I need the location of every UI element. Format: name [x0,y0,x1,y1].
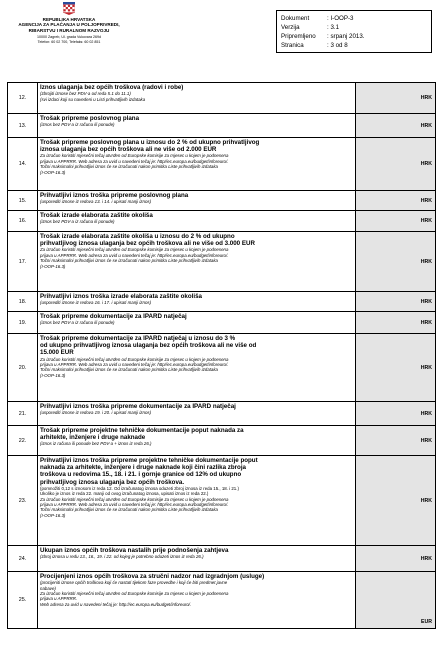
row-note-line: prijava u APPRRR. Web adresa za uvid u navedeni tečaj je: http//ec.europa.eu/budget/inforeuro/. [40,252,229,258]
currency-label: HRK [420,95,432,101]
doc-info-row [281,41,427,50]
row-number: 22. [8,426,38,455]
currency-label: HRK [420,437,432,444]
row-description [38,426,356,455]
row-note-line: nabave) [40,585,56,591]
row-note-line: prijava u APPRRR. Web adresa za uvid u navedeni tečaj je: http//ec.europa.eu/budget/inforeuro/. [40,502,229,508]
amount-input[interactable] [356,402,436,425]
table-row [8,312,436,334]
coat-of-arms-icon [63,2,75,15]
row-description [38,334,356,401]
row-title-line: Prihvatljivi iznos troška izrade elaborata zaštite okoliša [40,293,202,300]
amount-input[interactable] [356,114,436,137]
row-note-line: (svi izdaci koji su navedeni u Listi prihvatljivih izdataka [40,96,146,102]
row-title-line: Prihvatljivi iznos troška pripreme poslovnog plana [40,192,189,199]
row-title-line: Prihvatljivi iznos troška pripreme dokumentacije za IPARD natječaj [40,403,236,410]
row-title-line: prihvatljivog iznosa ulaganja bez općih troškova ali ne više od 3.000 EUR [40,240,255,248]
row-note-line: (I-OOP-16.3) [40,169,66,175]
row-number: 14. [8,138,38,190]
row-note-line: Za izračun koristiti mjesečni tečaj utvrđen od Europske komisije za mjesec u kojem je podnesena [40,356,229,362]
row-title-line: prihvatljivog iznosa ulaganja bez općih troškova. [40,478,185,486]
row-note-line: (iznos bez PDV-a iz računa ili ponude) [40,219,115,225]
row-description [38,456,356,545]
row-note-line: (procijeniti iznose općih troškova koji će nastati tijekom faze provedbe i koji će biti predmet javne [40,580,228,586]
row-title-line: Trošak pripreme dokumentacije za IPARD natječaj u iznosu do 3 % [40,335,236,342]
doc-info-key: Pripremljeno [281,33,316,40]
doc-info-value: : 3 od 8 [327,42,348,49]
row-note-line: Ukoliko je iznos iz reda 22. manji od ovog izračunatog iznosa, upisati iznos iz reda 22.) [40,491,209,497]
row-description [38,138,356,190]
row-number: 16. [8,211,38,231]
row-number: 18. [8,292,38,311]
row-note-line: prijava u APPRRR. [40,596,78,602]
row-description [38,211,356,231]
row-number: 15. [8,191,38,210]
row-note-line: (usporediti iznose iz redova 19. i 20. i upisati manji iznos) [40,410,152,416]
doc-info-value: : 3.1 [327,24,340,31]
currency-label: HRK [420,258,432,265]
table-row [8,138,436,191]
row-description [38,312,356,333]
doc-info-key: Stranica [281,42,304,49]
agency-phone: Telefon: 60 02 700, Telefaks: 60 02 851 [37,39,101,44]
row-title-line: Ukupan iznos općih troškova nastalih prije podnošenja zahtjeva [40,547,229,554]
row-description [38,292,356,311]
agency-address: 10000 Zagreb, Ul. grada Vukovara 269d [37,35,101,40]
currency-label: HRK [420,298,432,305]
row-title-line: Trošak pripreme dokumentacije za IPARD natječaj [40,313,187,320]
row-note-line: (zbrojiti iznose bez PDV-a od reda 5.1 do 11.1) [40,91,131,97]
row-title-line: Trošak izrade elaborata zaštite okoliša u iznosu do 2 % od ukupno [40,233,235,240]
amount-input[interactable] [356,292,436,311]
row-description [38,572,356,628]
currency-label: EUR [421,619,432,625]
amount-input[interactable] [356,334,436,401]
row-note-line: (I-OOP-16.3) [40,263,66,269]
row-note-line: Točni maksimalni prihvatljivi iznos će se izračunati nakon primitka Liste prihvatljivih izdataka [40,507,218,513]
currency-label: HRK [420,555,432,562]
agency-name-line: RIBARSTVU I RURALNOM RAZVOJU [28,27,110,33]
row-note-line: Za izračun koristiti mjesečni tečaj utvrđen od Europske komisije za mjesec u kojem je podnesena [40,247,229,253]
table-row [8,211,436,232]
amount-input[interactable] [356,312,436,333]
row-title-line: iznosa ulaganja bez općih troškova ali ne više od 2.000 EUR [40,146,217,154]
row-note-line: Za izračun koristiti mjesečni tečaj utvrđen od Europske komisije za mjesec u kojem je podnesena [40,496,229,502]
row-title-line: 15.000 EUR [40,349,74,357]
row-title-line: Trošak pripreme poslovnog plana [40,115,140,122]
table-row [8,546,436,572]
row-number: 17. [8,232,38,291]
row-note-line: prijava u APPRRR. Web adresa za uvid u navedeni tečaj je: http//ec.europa.eu/budget/inforeuro/. [40,362,229,368]
currency-label: HRK [420,197,432,204]
row-note-line: (I-OOP-16.3) [40,512,66,518]
row-description [38,402,356,425]
row-note-line: (usporediti iznose iz redova 13. i 14. i upisati manji iznos) [40,199,152,205]
row-description [38,191,356,210]
row-note-line: (usporediti iznose iz redova 16. i 17. i upisati manji iznos) [40,300,152,306]
amount-input[interactable] [356,232,436,291]
row-description [38,114,356,137]
row-description [38,546,356,571]
currency-label: HRK [420,161,432,167]
row-number: 13. [8,114,38,137]
row-note-line: Za izračun koristiti mjesečni tečaj utvrđen od Europske komisije za mjesec u kojem je podnesena [40,591,229,597]
table-row [8,456,436,546]
row-number: 21. [8,402,38,425]
row-note-line: Točni maksimalni prihvatljivi iznos će se izračunati nakon primitka Liste prihvatljivih izdataka [40,164,218,170]
row-note-line: Web adresa za uvid u navedeni tečaj je: http://ec.europa.eu/budget/inforeuro/. [40,601,192,607]
currency-label: HRK [420,122,432,129]
amount-input[interactable] [356,426,436,455]
row-title-line: Procijenjeni iznos općih troškova za stručni nadzor nad izgradnjom (usluge) [40,573,265,580]
row-title-line: naknada za arhitekte, inženjere i druge naknade koji čini razlika zbroja [40,464,246,472]
amount-input[interactable] [356,572,436,628]
row-number: 24. [8,546,38,571]
currency-label: HRK [420,218,432,224]
amount-input[interactable] [356,191,436,210]
doc-info-row [281,14,427,23]
doc-info-key: Verzija [281,24,300,31]
agency-name-line: AGENCIJA ZA PLAĆANJA U POLJOPRIVREDI, [18,22,120,28]
table-row [8,426,436,456]
row-number: 19. [8,312,38,333]
row-note-line: (iznos bez PDV-a iz računa ili ponude) [40,320,115,326]
row-number: 23. [8,456,38,545]
table-row [8,334,436,402]
agency-name-line: REPUBLIKA HRVATSKA [42,17,96,22]
row-note-line: (iznos iz računa ili ponude bez PDV-a + iznos iz reda 26.) [40,441,152,447]
amount-input[interactable] [356,211,436,231]
row-title-line: od ukupno prihvatljivog iznosa ulaganja bez općih troškova ali ne više od [40,342,257,350]
table-row [8,114,436,138]
table-row [8,572,436,629]
row-title-line: arhitekte, inženjere i druge naknade [40,434,146,442]
doc-info-row [281,23,427,32]
row-note-line: Za izračun koristiti mjesečni tečaj utvrđen od Europske komisije za mjesec u kojem je podnesena [40,153,229,159]
table-row [8,83,436,114]
row-title-line: Prihvatljivi iznos troška pripreme projektne tehničke dokumentacije poput [40,457,258,464]
document-info-box [276,10,432,53]
currency-label: HRK [420,364,432,371]
amount-input[interactable] [356,546,436,571]
row-title-line: troškova u redovima 15., 18. i 21. i gornje granice od 12% od ukupno [40,471,242,479]
row-number: 20. [8,334,38,401]
row-number: 12. [8,83,38,113]
amount-input[interactable] [356,83,436,113]
row-number: 25. [8,572,38,628]
doc-info-value: : srpanj 2013. [327,33,365,40]
doc-info-value: : I-OOP-3 [327,15,354,22]
row-note-line: (I-OOP-16.3) [40,372,66,378]
agency-header [4,2,134,44]
row-note-line: (pomnožiti 0,12 s iznosom iz reda 12. Od izračunatog iznosa oduzeti zbroj iznosa iz reda 15., 18. i 21.) [40,485,239,491]
table-row [8,232,436,292]
row-note-line: prijava u APPRRR. Web adresa za uvid u navedeni tečaj je: http//ec.europa.eu/budget/inforeuro/. [40,158,229,164]
currency-label: HRK [420,410,432,417]
doc-info-key: Dokument [281,15,310,22]
row-note-line: (zbroj iznosa u redu 13., 16., 19. i 22. od kojeg je potrebno oduzeti iznos iz reda 26.) [40,554,204,560]
row-title-line: Iznos ulaganja bez općih troškova (radovi i robe) [40,84,184,91]
row-title-line: Trošak pripreme projektne tehničke dokumentacije poput naknada za [40,427,244,434]
table-row [8,402,436,426]
row-note-line: Točni maksimalni prihvatljivi iznos će se izračunati nakon primitka Liste prihvatljivih izdataka [40,367,218,373]
cost-table [7,82,436,629]
currency-label: HRK [420,497,432,504]
currency-label: HRK [420,319,432,326]
agency-name [4,17,134,33]
row-description [38,232,356,291]
row-description [38,83,356,113]
table-row [8,191,436,211]
amount-input[interactable] [356,138,436,190]
amount-input[interactable] [356,456,436,545]
row-note-line: Točni maksimalni prihvatljivi iznos će se izračunati nakon primitka Liste prihvatljivih izdataka [40,258,218,264]
row-note-line: (iznos bez PDV-a iz računa ili ponude) [40,122,115,128]
row-title-line: Trošak pripreme poslovnog plana u iznosu do 2 % od ukupno prihvatljivog [40,139,260,146]
doc-info-row [281,32,427,41]
table-row [8,292,436,312]
row-title-line: Trošak izrade elaborata zaštite okoliša [40,212,153,219]
